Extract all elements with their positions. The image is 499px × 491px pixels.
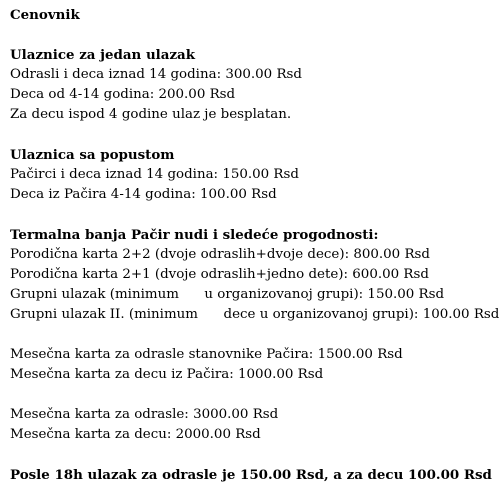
price-line: Porodična karta 2+2 (dvoje odraslih+dvoje dece): 800.00 Rsd xyxy=(10,247,430,262)
price-line: Mesečna karta za decu: 2000.00 Rsd xyxy=(10,427,261,442)
spacer xyxy=(10,205,499,225)
evening-price-note: Posle 18h ulazak za odrasle je 150.00 Rsd, a za decu 100.00 Rsd xyxy=(10,467,492,483)
spacer xyxy=(10,325,499,345)
section-heading: Ulaznice za jedan ulazak xyxy=(10,47,196,63)
price-line: Odrasli i deca iznad 14 godina: 300.00 Rsd xyxy=(10,67,302,82)
price-line: Mesečna karta za odrasle stanovnike Pačira: 1500.00 Rsd xyxy=(10,347,403,362)
spacer xyxy=(10,125,499,145)
info-line: Za decu ispod 4 godine ulaz je besplatan. xyxy=(10,107,292,122)
price-line: Pačirci i deca iznad 14 godina: 150.00 Rsd xyxy=(10,167,299,182)
spacer xyxy=(10,445,499,465)
section-heading: Ulaznica sa popustom xyxy=(10,147,175,163)
price-line: Deca iz Pačira 4-14 godina: 100.00 Rsd xyxy=(10,187,277,202)
section-discount-ticket xyxy=(10,145,499,205)
document-title: Cenovnik xyxy=(10,7,80,23)
price-line: Mesečna karta za decu iz Pačira: 1000.00 Rsd xyxy=(10,367,324,382)
section-heading: Termalna banja Pačir nudi i sledeće progodnosti: xyxy=(10,227,379,243)
section-single-entry xyxy=(10,45,499,125)
price-line: Grupni ulazak (minimum u organizovanoj grupi): 150.00 Rsd xyxy=(10,287,445,302)
section-monthly-general xyxy=(10,405,499,445)
spacer xyxy=(10,25,499,45)
spacer xyxy=(10,385,499,405)
price-line: Porodična karta 2+1 (dvoje odraslih+jedno dete): 600.00 Rsd xyxy=(10,267,429,282)
section-special-offers xyxy=(10,225,499,325)
price-line: Grupni ulazak II. (minimum dece u organizovanoj grupi): 100.00 Rsd xyxy=(10,307,499,322)
price-line: Mesečna karta za odrasle: 3000.00 Rsd xyxy=(10,407,279,422)
section-monthly-residents xyxy=(10,345,499,385)
price-line: Deca od 4-14 godina: 200.00 Rsd xyxy=(10,87,236,102)
